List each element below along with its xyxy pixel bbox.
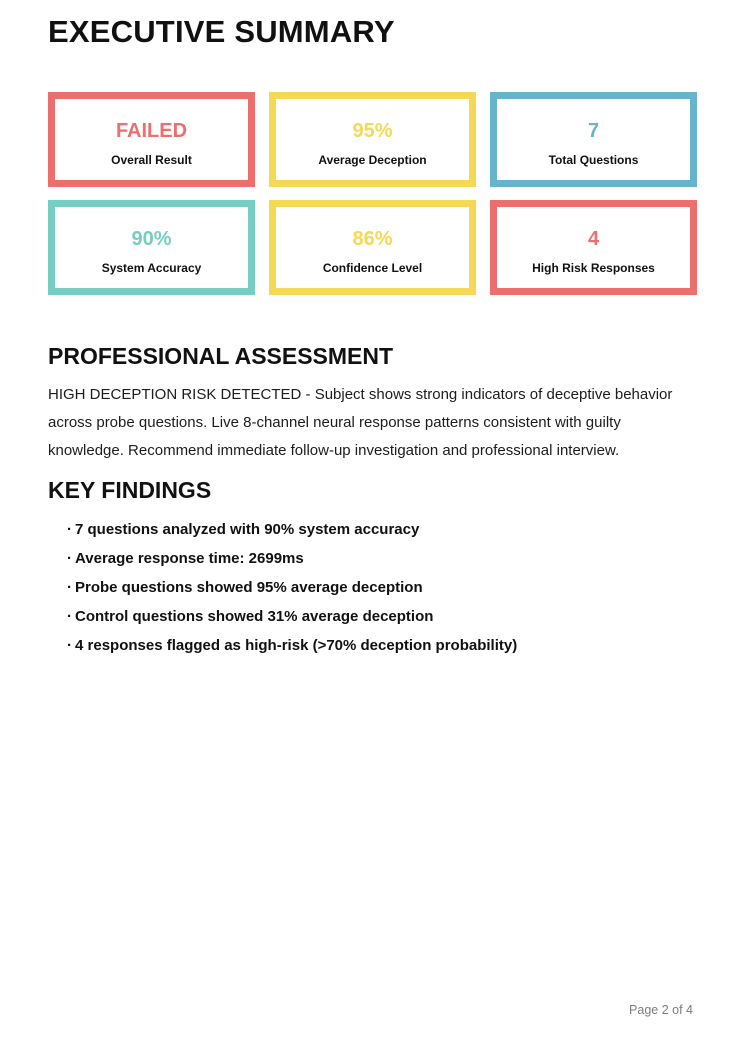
list-item [48,580,697,596]
metric-value: 7 [587,120,600,142]
bullet-icon: · [67,608,72,625]
metric-label: System Accuracy [101,261,202,275]
metric-label: Overall Result [111,153,192,167]
professional-assessment-text: HIGH DECEPTION RISK DETECTED - Subject shows strong indicators of deceptive behavior across probe questions. Live 8-channel neural response patterns consistent with guilty knowledge. Recommend immediate follow-up investigation and professional interview. [48,386,673,459]
card-overall-result [48,92,255,187]
list-item [48,551,697,567]
finding-text: Control questions showed 31% average deception [75,608,434,625]
page-number: Page 2 of 4 [629,1003,693,1017]
bullet-icon: · [67,579,72,596]
card-average-deception [269,92,476,187]
metric-value: FAILED [115,120,188,142]
card-confidence-level [269,200,476,295]
metric-label: Total Questions [548,153,639,167]
list-item [48,638,697,654]
metric-label: High Risk Responses [532,261,655,275]
metric-value: 86% [352,228,393,250]
metric-value: 95% [352,120,393,142]
page-title: EXECUTIVE SUMMARY [48,14,395,49]
professional-assessment-heading: PROFESSIONAL ASSESSMENT [48,343,394,369]
finding-text: Average response time: 2699ms [75,550,304,567]
finding-text: Probe questions showed 95% average deception [75,579,423,596]
finding-text: 4 responses flagged as high-risk (>70% deception probability) [75,637,518,654]
finding-text: 7 questions analyzed with 90% system accuracy [75,521,420,538]
list-item [48,609,697,625]
bullet-icon: · [67,521,72,538]
key-findings-heading: KEY FINDINGS [48,477,212,503]
key-findings-list [48,522,697,654]
card-total-questions [490,92,697,187]
bullet-icon: · [67,550,72,567]
card-system-accuracy [48,200,255,295]
card-high-risk-responses [490,200,697,295]
bullet-icon: · [67,637,72,654]
list-item [48,522,697,538]
metric-value: 4 [587,228,600,250]
metric-label: Average Deception [318,153,427,167]
metric-cards-grid [48,92,697,295]
metric-label: Confidence Level [322,261,423,275]
metric-value: 90% [131,228,172,250]
